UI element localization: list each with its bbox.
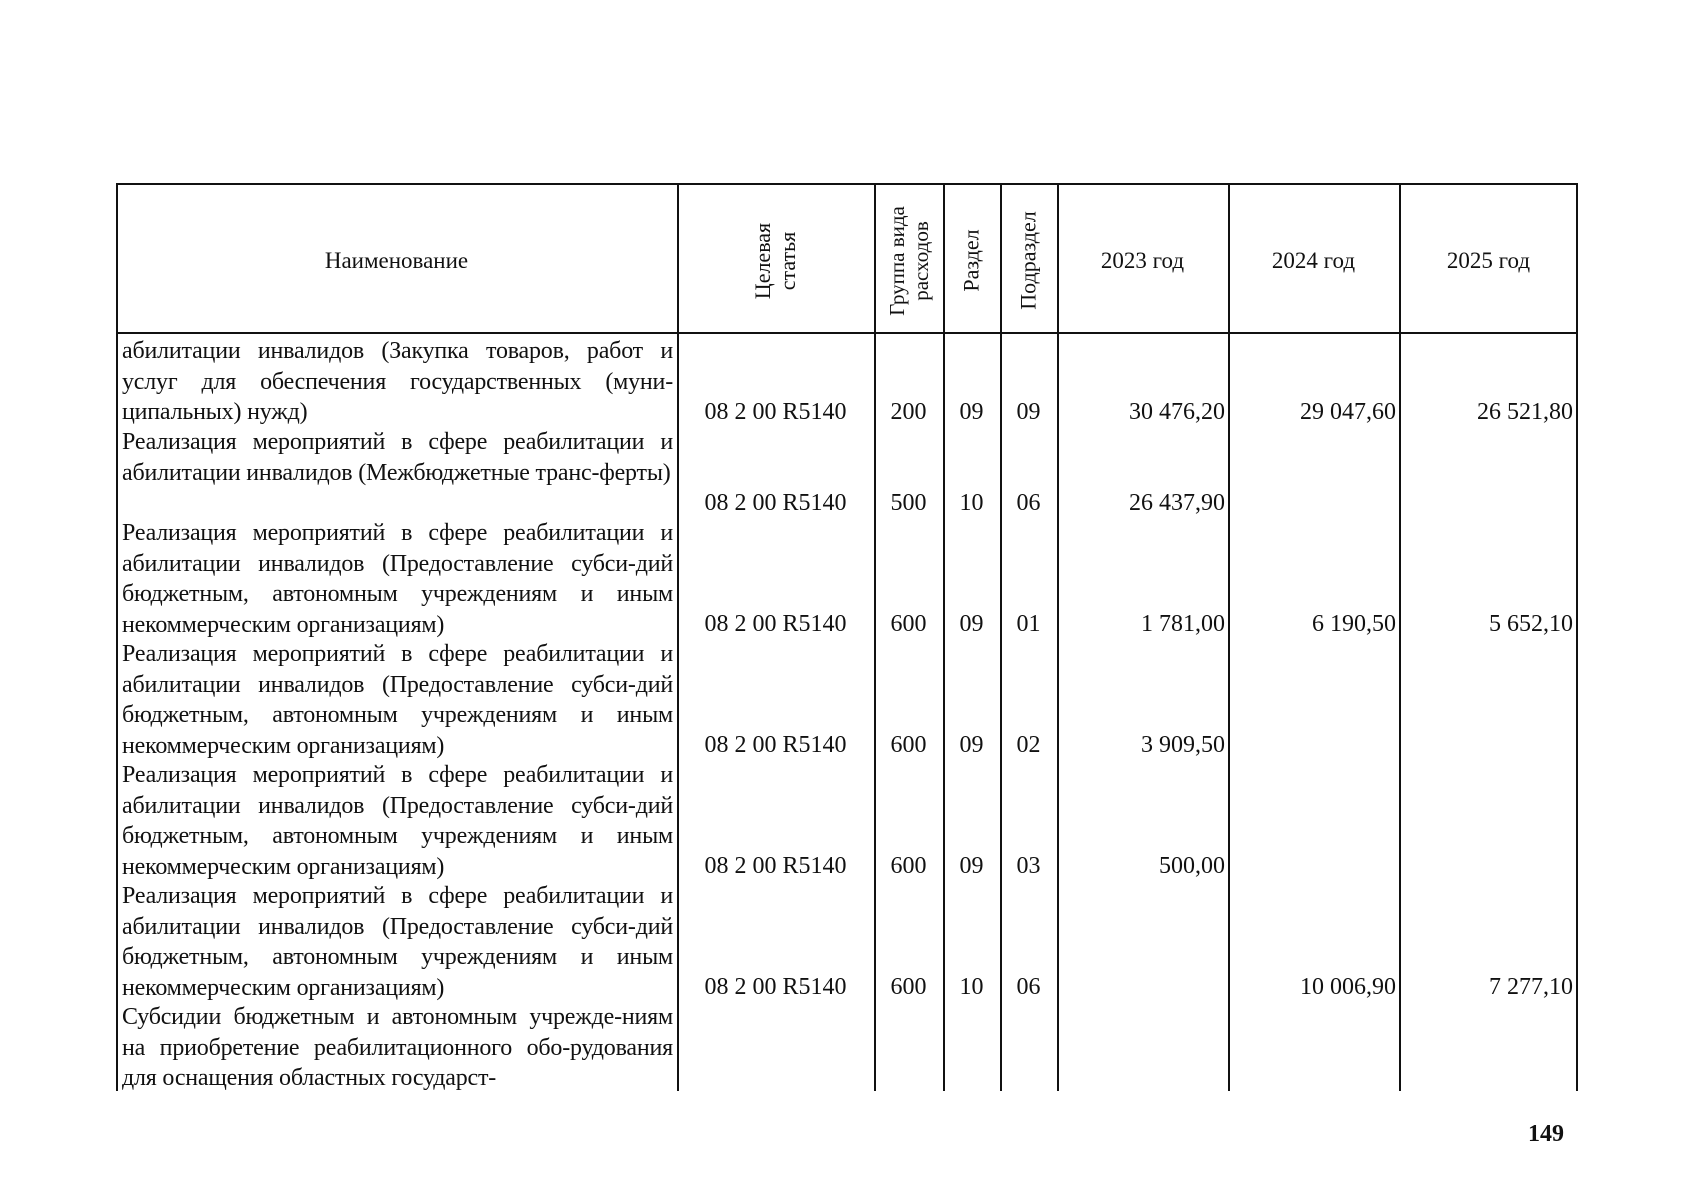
row-name: Реализация мероприятий в сфере реабилитации и абилитации инвалидов (Предоставление субси-дий бюджетным, автономным учреждениям и иным некоммерческим организациям) [122,520,673,638]
budget-table [116,183,1578,1091]
row-value-2023: 26 437,90 [1129,490,1225,516]
row-subsection: 06 [1016,974,1041,1000]
row-name: Реализация мероприятий в сфере реабилитации и абилитации инвалидов (Предоставление субси-дий бюджетным, автономным учреждениям и иным некоммерческим организациям) [122,762,673,880]
row-section: 10 [959,974,984,1000]
row-value-2023: 3 909,50 [1141,732,1225,758]
row-name: Реализация мероприятий в сфере реабилитации и абилитации инвалидов (Предоставление субси-дий бюджетным, автономным учреждениям и иным некоммерческим организациям) [122,641,673,759]
header-expense-group [874,185,943,336]
row-value-2023: 30 476,20 [1129,399,1225,425]
row-target-article: 08 2 00 R5140 [704,732,847,758]
header-target-label: Целевая статья [750,222,801,299]
header-name-label: Наименование [324,247,469,273]
header-year-2025: 2025 год [1446,247,1531,273]
row-expense-group: 500 [890,490,927,516]
table-row [116,881,1578,1002]
row-subsection: 02 [1016,732,1041,758]
row-name: Реализация мероприятий в сфере реабилитации и абилитации инвалидов (Предоставление субси-дий бюджетным, автономным учреждениям и иным некоммерческим организациям) [122,883,673,1001]
row-value-2024: 10 006,90 [1300,974,1396,1000]
row-expense-group: 200 [890,399,927,425]
table-row [116,1002,1578,1094]
row-subsection: 06 [1016,490,1041,516]
table-header-row [116,183,1578,334]
row-name: Субсидии бюджетным и автономным учрежде-ниям на приобретение реабилитационного обо-рудования для оснащения областных государст- [122,1004,673,1091]
row-value-2023: 500,00 [1159,853,1225,879]
row-target-article: 08 2 00 R5140 [704,853,847,879]
row-target-article: 08 2 00 R5140 [704,611,847,637]
table-row [116,760,1578,881]
row-value-2023: 1 781,00 [1141,611,1225,637]
row-section: 09 [959,853,984,879]
row-name: абилитации инвалидов (Закупка товаров, работ и услуг для обеспечения государственных (муни-ципальных) нужд) [122,338,673,425]
row-target-article: 08 2 00 R5140 [704,490,847,516]
header-subsection-label: Подраздел [1016,211,1042,310]
header-group-label: Группа вида расходов [884,205,933,316]
row-subsection: 09 [1016,399,1041,425]
table-row [116,336,1578,427]
table-row [116,639,1578,760]
row-value-2025: 5 652,10 [1489,611,1573,637]
row-target-article: 08 2 00 R5140 [704,974,847,1000]
row-name: Реализация мероприятий в сфере реабилитации и абилитации инвалидов (Межбюджетные транс-ферты) [122,429,673,486]
row-value-2025: 7 277,10 [1489,974,1573,1000]
table-row [116,427,1578,518]
header-target-article [677,185,874,336]
row-section: 09 [959,611,984,637]
header-year-2023: 2023 год [1100,247,1185,273]
row-subsection: 01 [1016,611,1041,637]
header-section-label: Раздел [959,229,985,292]
table-body [116,334,1578,1091]
page-number: 149 [1528,1121,1564,1147]
row-value-2024: 6 190,50 [1312,611,1396,637]
row-expense-group: 600 [890,853,927,879]
header-section [943,185,1000,336]
row-subsection: 03 [1016,853,1041,879]
row-expense-group: 600 [890,732,927,758]
row-section: 09 [959,732,984,758]
row-value-2024: 29 047,60 [1300,399,1396,425]
table-row [116,518,1578,639]
row-expense-group: 600 [890,974,927,1000]
row-expense-group: 600 [890,611,927,637]
row-section: 09 [959,399,984,425]
row-value-2025: 26 521,80 [1477,399,1573,425]
header-name [116,185,677,336]
header-subsection [1000,185,1057,336]
header-year-2024: 2024 год [1271,247,1356,273]
row-target-article: 08 2 00 R5140 [704,399,847,425]
row-section: 10 [959,490,984,516]
